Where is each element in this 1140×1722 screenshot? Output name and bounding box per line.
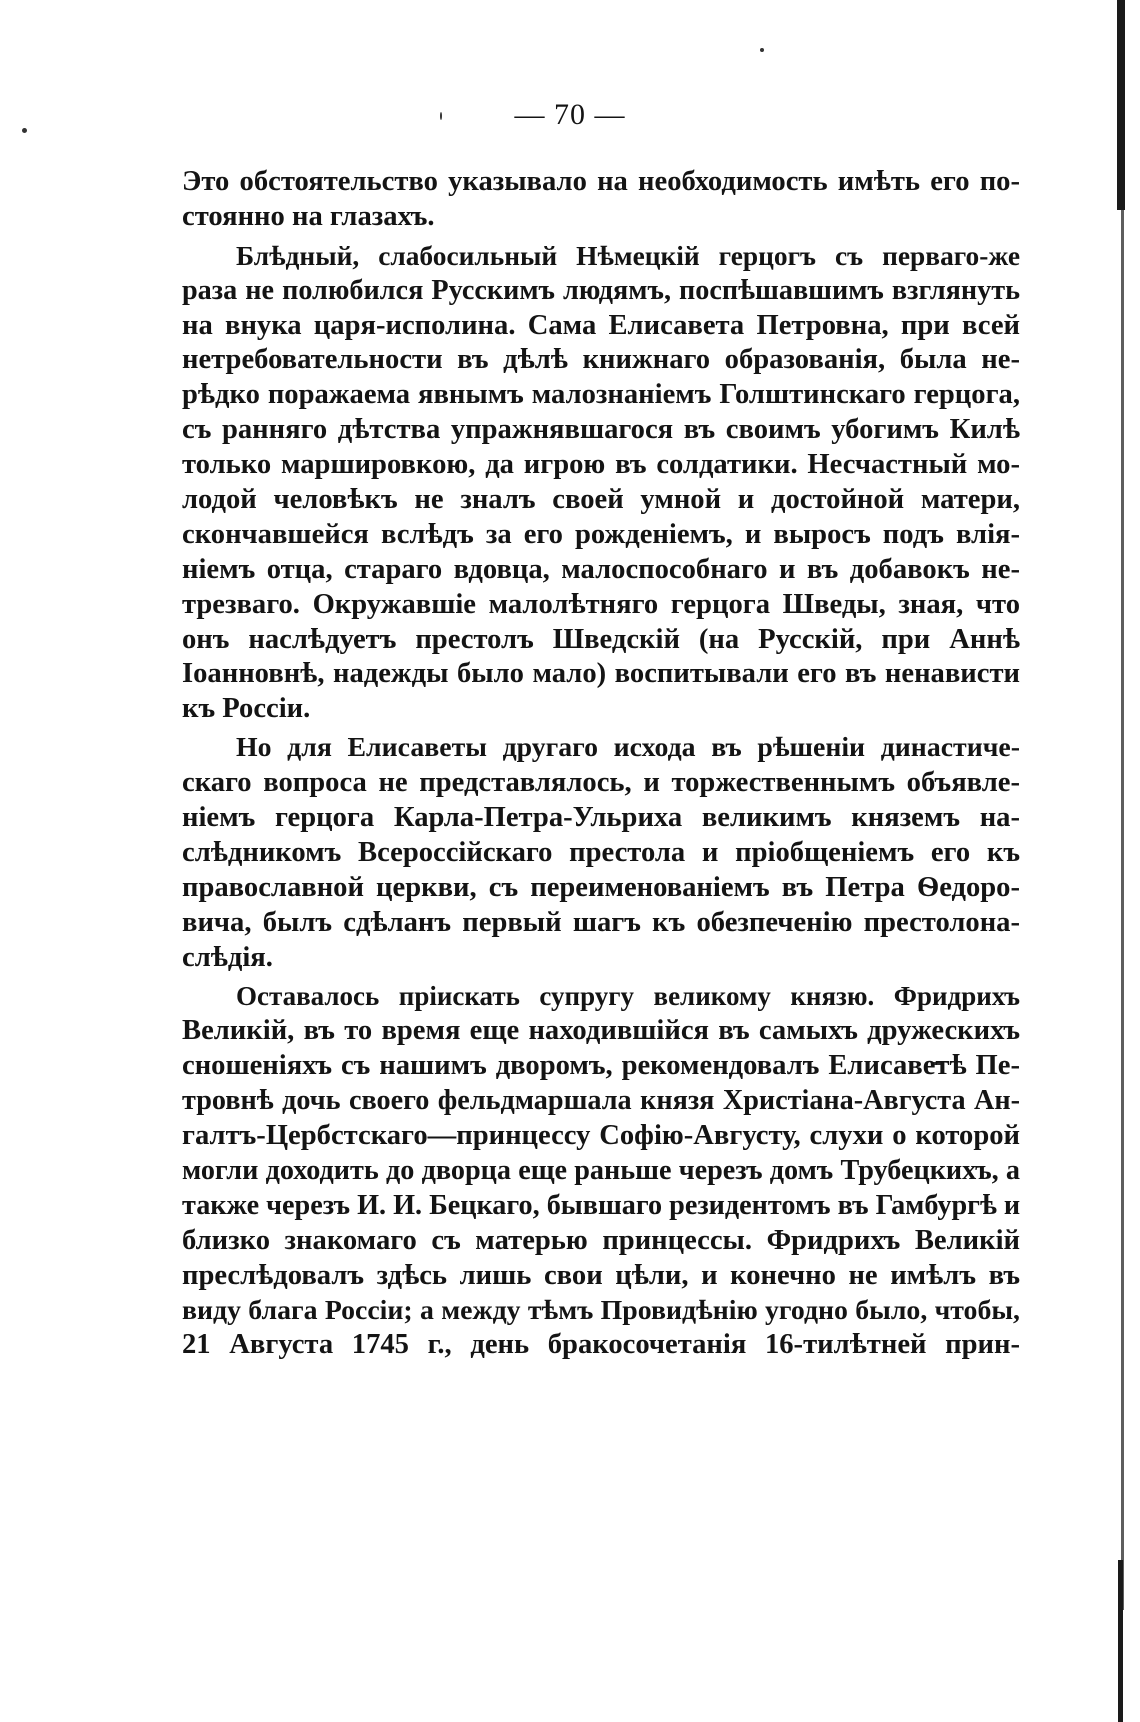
text-line: Оставалось пріискать супругу великому князю. Фридрихъ bbox=[236, 981, 1020, 1012]
text-line: близко знакомаго съ матерью принцессы. Фридрихъ Великій bbox=[182, 1224, 1020, 1256]
paragraph bbox=[182, 165, 1020, 235]
text-line: Іоанновнѣ, надежды было мало) воспитывали его въ ненависти bbox=[182, 658, 1020, 690]
text-line: рѣдко поражаема явнымъ малознаніемъ Голштинскаго герцога, bbox=[182, 379, 1020, 411]
text-line: ніемъ герцога Карла-Петра-Ульриха великимъ княземъ на- bbox=[182, 802, 1020, 834]
text-line: православной церкви, съ переименованіемъ въ Петра Ѳедоро- bbox=[182, 871, 1020, 903]
text-line: нетребовательности въ дѣлѣ книжнаго образованія, была не- bbox=[182, 344, 1020, 376]
text-line: слѣдникомъ Всероссійскаго престола и пріобщеніемъ его къ bbox=[182, 836, 1020, 868]
page-edge-shadow bbox=[1118, 1560, 1123, 1722]
page-number: — 70 — bbox=[514, 98, 626, 131]
text-line: раза не полюбился Русскимъ людямъ, поспѣшавшимъ взглянуть bbox=[182, 274, 1020, 306]
text-line: ніемъ отца, стараго вдовца, малоспособнаго и въ добавокъ не- bbox=[182, 553, 1020, 585]
text-line: только маршировкою, да игрою въ солдатики. Несчастный мо- bbox=[182, 449, 1020, 481]
text-line: Но для Елисаветы другаго исхода въ рѣшеніи династиче- bbox=[236, 732, 1020, 764]
text-line: 21 Августа 1745 г., день бракосочетанія 16-тилѣтней прин- bbox=[182, 1329, 1020, 1361]
body-text bbox=[182, 165, 1020, 1363]
text-line: на внука царя-исполина. Сама Елисавета Петровна, при всей bbox=[182, 309, 1020, 341]
text-line: скаго вопроса не представлялось, и торжественнымъ объявле- bbox=[182, 767, 1020, 799]
text-line: скончавшейся вслѣдъ за его рожденіемъ, и выросъ подъ влія- bbox=[182, 518, 1020, 550]
page-edge-shadow bbox=[1121, 210, 1124, 1610]
text-line: виду блага Россіи; а между тѣмъ Провидѣнію угодно было, чтобы, bbox=[182, 1294, 1020, 1326]
text-line: лодой человѣкъ не зналъ своей умной и достойной матери, bbox=[182, 484, 1020, 516]
paragraph bbox=[182, 979, 1020, 1363]
paragraph bbox=[182, 731, 1020, 975]
text-line: съ ранняго дѣтства упражнявшагося въ своимъ убогимъ Килѣ bbox=[182, 414, 1020, 446]
text-line: также черезъ И. И. Бецкаго, бывшаго резидентомъ въ Гамбургѣ и bbox=[182, 1189, 1021, 1221]
paragraph bbox=[182, 239, 1020, 727]
text-line: галтъ-Цербстскаго—принцессу Софію-Августу, слухи о которой bbox=[182, 1120, 1020, 1152]
text-line: могли доходить до дворца еще раньше черезъ домъ Трубецкихъ, а bbox=[182, 1154, 1020, 1186]
text-line: стоянно на глазахъ. bbox=[182, 200, 435, 232]
text-line: онъ наслѣдуетъ престолъ Шведскій (на Русскій, при Аннѣ bbox=[182, 623, 1020, 655]
text-line: къ Россіи. bbox=[182, 693, 311, 725]
text-line: слѣдія. bbox=[182, 941, 273, 973]
text-line: преслѣдовалъ здѣсь лишь свои цѣли, и конечно не имѣлъ въ bbox=[182, 1259, 1020, 1291]
text-line: Блѣдный, слабосильный Нѣмецкій герцогъ съ перваго-же bbox=[236, 240, 1020, 271]
text-line: трезваго. Окружавшіе малолѣтняго герцога Шведы, зная, что bbox=[182, 588, 1020, 620]
scan-speck bbox=[760, 48, 764, 52]
text-line: Великій, въ то время еще находившійся въ самыхъ дружескихъ bbox=[182, 1015, 1020, 1047]
text-line: Это обстоятельство указывало на необходимость имѣть его по- bbox=[182, 166, 1020, 197]
text-line: вича, былъ сдѣланъ первый шагъ къ обезпеченію престолона- bbox=[182, 906, 1020, 938]
text-line: тровнѣ дочь своего фельдмаршала князя Христіана-Августа Ан- bbox=[182, 1085, 1020, 1117]
text-line: сношеніяхъ съ нашимъ дворомъ, рекомендовалъ Елисаветѣ Пе- bbox=[182, 1050, 1020, 1082]
